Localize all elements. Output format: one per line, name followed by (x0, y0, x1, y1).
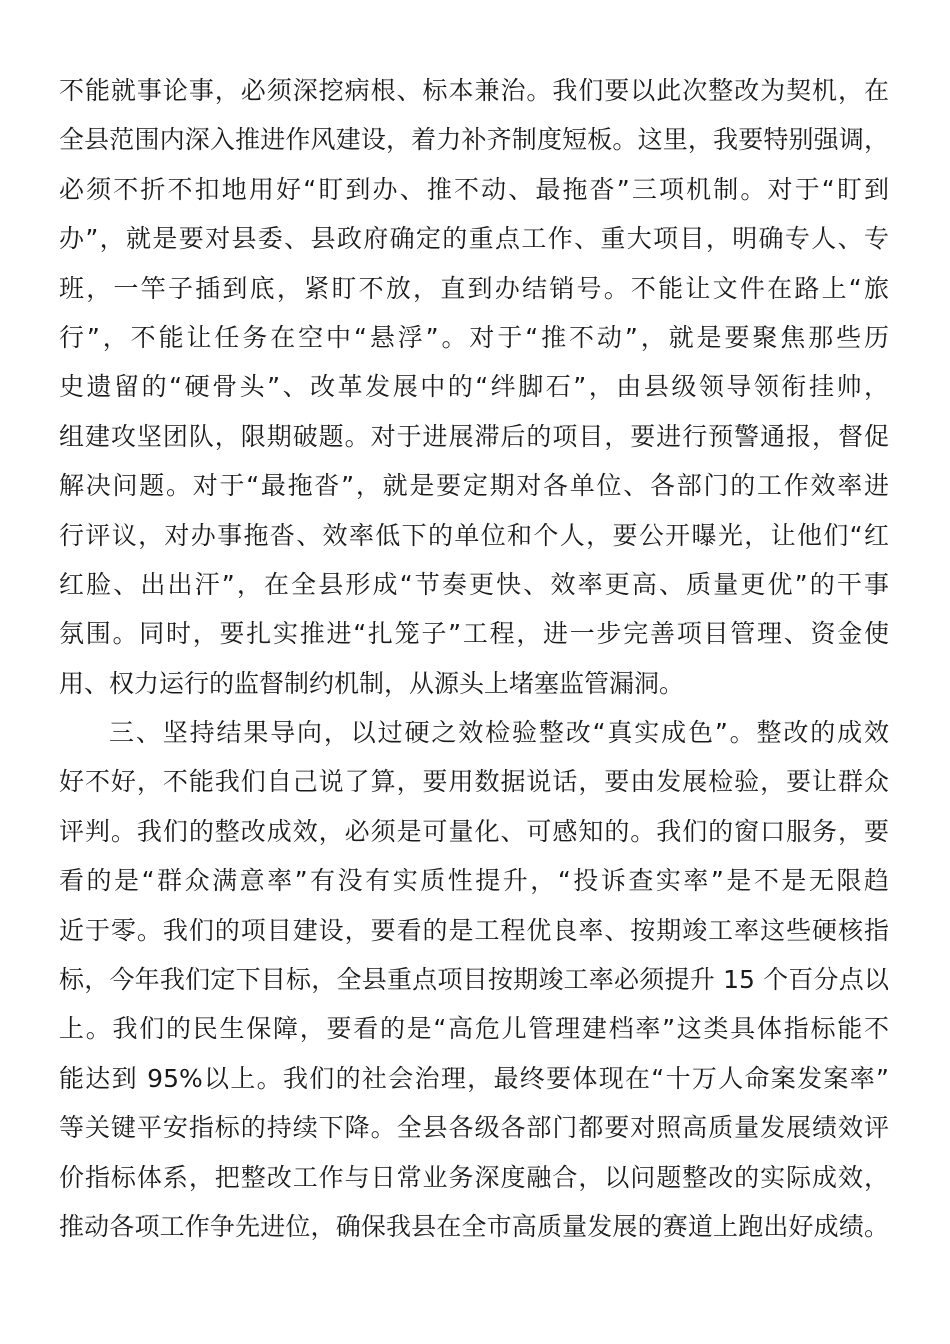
text-line: 看的是“群众满意率”有没有实质性提升，“投诉查实率”是不是无限趋 (59, 866, 889, 896)
text-line: 氛围。同时，要扎实推进“扎笼子”工程，进一步完善项目管理、资金使 (59, 619, 889, 649)
text-line: 能达到 95%以上。我们的社会治理，最终要体现在“十万人命案发案率” (59, 1063, 889, 1093)
body-text (59, 66, 889, 1251)
text-line: 行评议，对办事拖沓、效率低下的单位和个人，要公开曝光，让他们“红 (59, 520, 889, 550)
paragraph-end-line: 用、权力运行的监督制约机制，从源头上堵塞监管漏洞。 (59, 668, 685, 698)
text-line: 价指标体系，把整改工作与日常业务深度融合，以问题整改的实际成效， (59, 1162, 889, 1192)
text-line: 好不好，不能我们自己说了算，要用数据说话，要由发展检验，要让群众 (59, 767, 889, 797)
section-heading-line: 三、坚持结果导向，以过硬之效检验整改“真实成色”。整改的成效 (109, 718, 889, 748)
text-line: 红脸、出出汗”，在全县形成“节奏更快、效率更高、质量更优”的干事 (59, 569, 889, 599)
text-line: 标，今年我们定下目标，全县重点项目按期竣工率必须提升 15 个百分点以 (59, 965, 889, 995)
text-line: 推动各项工作争先进位，确保我县在全市高质量发展的赛道上跑出好成绩。 (59, 1211, 889, 1241)
text-line: 不能就事论事，必须深挖病根、标本兼治。我们要以此次整改为契机，在 (59, 76, 889, 105)
text-line: 行”，不能让任务在空中“悬浮”。对于“推不动”，就是要聚焦那些历 (59, 322, 889, 352)
text-line: 上。我们的民生保障，要看的是“高危儿管理建档率”这类具体指标能不 (59, 1014, 889, 1044)
text-line: 全县范围内深入推进作风建设，着力补齐制度短板。这里，我要特别强调， (59, 125, 889, 155)
text-line: 等关键平安指标的持续下降。全县各级各部门都要对照高质量发展绩效评 (59, 1113, 889, 1143)
text-line: 史遗留的“硬骨头”、改革发展中的“绊脚石”，由县级领导领衔挂帅， (59, 372, 889, 402)
text-line: 组建攻坚团队，限期破题。对于进展滞后的项目，要进行预警通报，督促 (59, 421, 889, 451)
text-line: 解决问题。对于“最拖沓”，就是要定期对各单位、各部门的工作效率进 (59, 471, 889, 501)
text-line: 班，一竿子插到底，紧盯不放，直到办结销号。不能让文件在路上“旅 (59, 273, 889, 303)
text-line: 近于零。我们的项目建设，要看的是工程优良率、按期竣工率这些硬核指 (59, 915, 889, 945)
text-line: 必须不折不扣地用好“盯到办、推不动、最拖沓”三项机制。对于“盯到 (59, 174, 889, 204)
text-line: 办”，就是要对县委、县政府确定的重点工作、重大项目，明确专人、专 (59, 224, 889, 254)
text-line: 评判。我们的整改成效，必须是可量化、可感知的。我们的窗口服务，要 (59, 816, 889, 846)
